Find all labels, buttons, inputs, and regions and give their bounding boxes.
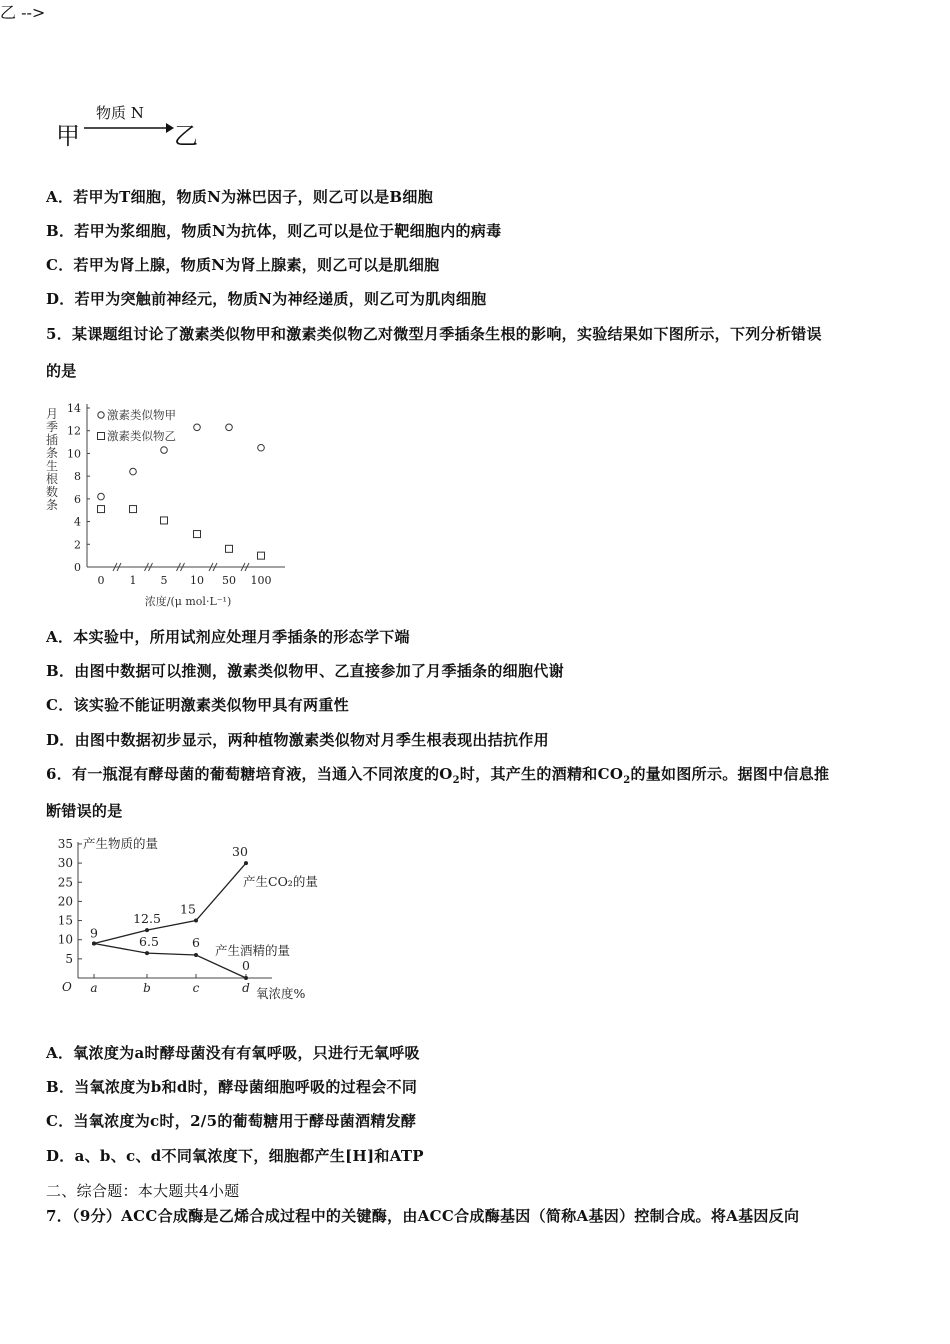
data-point-yi: [258, 552, 265, 559]
diagram-to: 乙: [174, 122, 198, 150]
y-tick-label: 10: [67, 447, 81, 461]
x-tick-label: 50: [222, 574, 236, 587]
legend-marker-square: [98, 433, 105, 440]
y-axis-label-char: 条: [45, 498, 59, 512]
q6-stem-part1: 6．有一瓶混有酵母菌的葡萄糖培育液，当通入不同浓度的O: [46, 765, 453, 783]
co2-series-label: 产生CO₂的量: [243, 874, 318, 889]
alcohol-point: [244, 976, 248, 980]
q6-stem-line2: 断错误的是: [46, 802, 123, 820]
x-axis-label: 浓度/(μ mol·L⁻¹): [144, 595, 232, 608]
x-tick-label: c: [192, 981, 200, 995]
q6-stem-part3: 的量如图所示。据图中信息推: [630, 765, 830, 783]
x-tick-label: 1: [129, 574, 137, 587]
x-tick-label: a: [90, 981, 98, 995]
y-tick-label: 30: [57, 856, 73, 871]
diagram-from: 甲: [56, 122, 80, 150]
x-tick-label: d: [242, 981, 250, 995]
data-point-yi: [98, 506, 105, 513]
q5-scatter-chart: [40, 398, 300, 613]
q5-stem-line2: 的是: [46, 362, 77, 380]
alcohol-data-label: 6: [192, 935, 200, 951]
data-point-jia: [258, 444, 265, 451]
q7-stem-line1: 7．（9分）ACC合成酶是乙烯合成过程中的关键酶，由ACC合成酶基因（简称A基因）控制合成。将A基因反向: [46, 1207, 800, 1225]
legend-label: 激素类似物甲: [107, 408, 176, 422]
alcohol-point: [194, 953, 198, 957]
q5-option-c: C．该实验不能证明激素类似物甲具有两重性: [46, 696, 349, 714]
co2-data-label: 15: [180, 901, 196, 917]
y-tick-label: 0: [74, 561, 81, 574]
co2-data-label: 12.5: [133, 911, 161, 927]
diagram-arrow-label: 物质 N: [96, 104, 144, 122]
y-axis-label-char: 条: [45, 446, 59, 460]
top-diagram: [56, 98, 206, 150]
origin-label: O: [62, 980, 72, 994]
q6-option-d: D．a、b、c、d不同氧浓度下，细胞都产生[H]和ATP: [46, 1147, 424, 1165]
y-tick-label: 10: [57, 932, 73, 947]
alcohol-data-label: 6.5: [139, 934, 159, 950]
y-tick-label: 2: [74, 538, 81, 552]
q5-option-d: D．由图中数据初步显示，两种植物激素类似物对月季生根表现出拮抗作用: [46, 731, 549, 749]
x-tick-label: 0: [97, 574, 105, 587]
x-tick-label: 10: [190, 574, 204, 587]
q4-option-d: D．若甲为突触前神经元，物质N为神经递质，则乙可为肌肉细胞: [46, 290, 487, 308]
q4-option-c: C．若甲为肾上腺，物质N为肾上腺素，则乙可以是肌细胞: [46, 256, 440, 274]
y-axis-label-char: 月: [45, 407, 59, 421]
y-tick-label: 8: [74, 470, 81, 484]
q6-stem-line1: [46, 763, 829, 786]
data-point-jia: [98, 493, 105, 500]
q6-stem-sub1: 2: [452, 775, 460, 786]
data-point-jia: [226, 424, 233, 431]
y-tick-label: 6: [74, 492, 81, 506]
legend-label: 激素类似物乙: [107, 429, 176, 443]
q6-option-a: A．氧浓度为a时酵母菌没有有氧呼吸，只进行无氧呼吸: [46, 1044, 420, 1062]
y-tick-label: 12: [67, 424, 81, 438]
q4-option-b: B．若甲为浆细胞，物质N为抗体，则乙可以是位于靶细胞内的病毒: [46, 222, 502, 240]
x-tick-label: 100: [250, 574, 272, 587]
y-axis-label-char: 根: [45, 472, 59, 486]
co2-point: [145, 928, 149, 932]
co2-data-label: 30: [232, 844, 248, 860]
y-tick-label: 14: [67, 402, 81, 415]
x-tick-label: 5: [160, 574, 168, 587]
y-axis-label-char: 生: [45, 459, 59, 473]
q5-stem-line1: 5．某课题组讨论了激素类似物甲和激素类似物乙对微型月季插条生根的影响，实验结果如下图所示，下列分析错误: [46, 325, 822, 343]
y-axis-label-char: 季: [45, 420, 59, 434]
y-tick-label: 20: [57, 894, 73, 909]
data-point-yi: [226, 545, 233, 552]
data-point-yi: [161, 517, 168, 524]
x-axis-label: 氧浓度%: [256, 986, 306, 1001]
data-point-yi: [130, 506, 137, 513]
alcohol-point: [92, 942, 96, 946]
y-tick-label: 15: [57, 913, 73, 928]
alcohol-point: [145, 951, 149, 955]
x-tick-label: b: [143, 981, 151, 995]
co2-point: [194, 919, 198, 923]
legend-marker-circle: [98, 412, 104, 418]
chart-title: 产生物质的量: [83, 836, 159, 851]
q6-line-chart: [40, 830, 340, 1010]
q6-chart: [40, 830, 340, 1010]
alcohol-series-label: 产生酒精的量: [215, 943, 291, 958]
data-point-jia: [161, 447, 168, 454]
data-point-jia: [194, 424, 201, 431]
co2-line: [94, 863, 246, 943]
q5-option-a: A．本实验中，所用试剂应处理月季插条的形态学下端: [46, 628, 410, 646]
q5-option-b: B．由图中数据可以推测，激素类似物甲、乙直接参加了月季插条的细胞代谢: [46, 662, 564, 680]
y-tick-label: 4: [74, 515, 81, 529]
y-tick-label: 5: [65, 951, 73, 966]
q6-stem-sub2: 2: [623, 775, 631, 786]
section2-heading: 二、综合题：本大题共4小题: [46, 1182, 240, 1200]
y-tick-label: 35: [57, 836, 73, 851]
alcohol-data-label: 0: [242, 958, 250, 973]
q6-option-b: B．当氧浓度为b和d时，酵母菌细胞呼吸的过程会不同: [46, 1078, 418, 1096]
co2-data-label: 9: [90, 925, 98, 941]
q6-option-c: C．当氧浓度为c时，2/5的葡萄糖用于酵母菌酒精发酵: [46, 1112, 417, 1130]
co2-point: [244, 861, 248, 865]
q4-option-a: A．若甲为T细胞，物质N为淋巴因子，则乙可以是B细胞: [46, 188, 433, 206]
q6-stem-part2: 时，其产生的酒精和CO: [459, 765, 624, 783]
q5-chart: [40, 398, 300, 613]
diagram-arrow: [84, 122, 174, 134]
y-axis-label-char: 插: [45, 433, 59, 447]
y-axis-label-char: 数: [45, 485, 59, 499]
data-point-yi: [194, 531, 201, 538]
y-tick-label: 25: [57, 875, 73, 890]
data-point-jia: [130, 468, 137, 475]
